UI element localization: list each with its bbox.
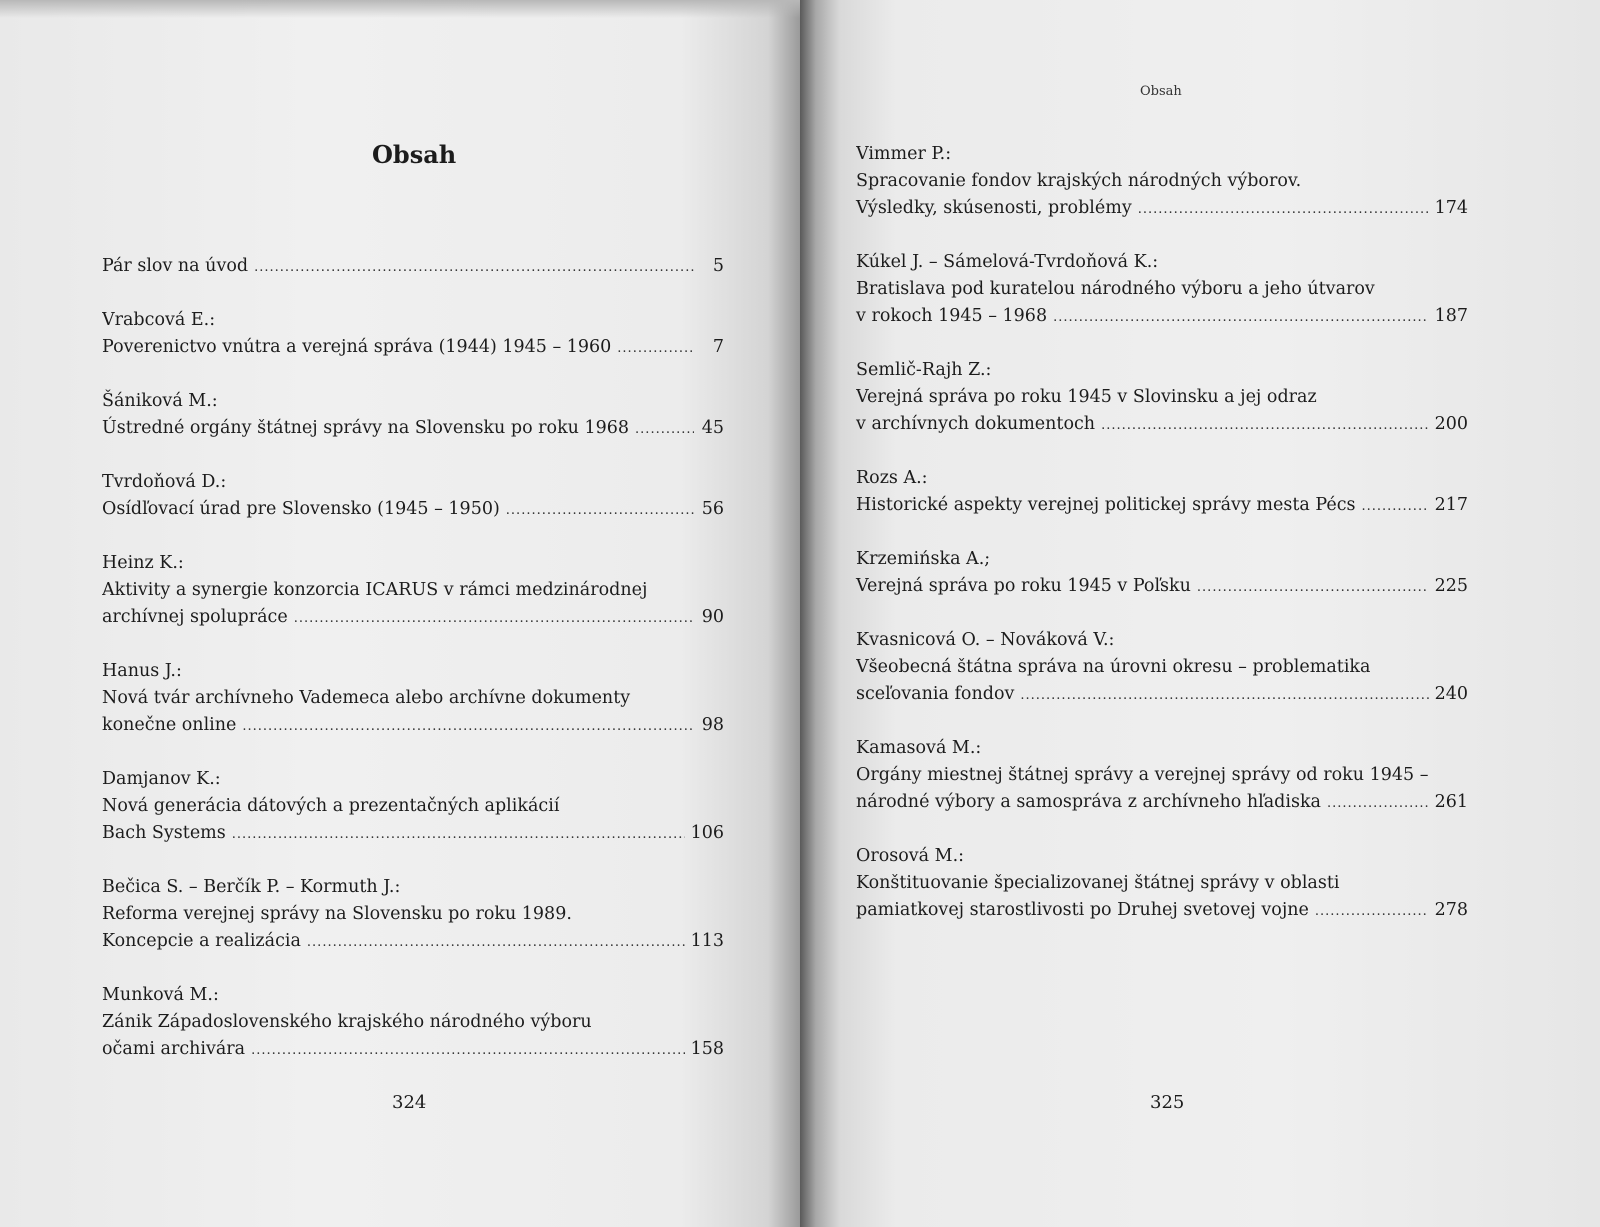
toc-entry [856, 627, 1468, 708]
toc-entry-title-line: Konštituovanie špecializovanej štátnej správy v oblasti [856, 873, 1340, 893]
toc-entry [102, 388, 724, 442]
toc-entry-title-line: Nová generácia dátových a prezentačných aplikácií [102, 796, 560, 816]
toc-entry-page-number: 7 [712, 337, 724, 357]
toc-entry-title-line: Reforma verejnej správy na Slovensku po roku 1989. [102, 904, 572, 924]
toc-entry-page-number: 200 [1434, 414, 1468, 434]
toc-entry-page-number: 261 [1434, 792, 1468, 812]
toc-entry-page-number: 98 [701, 715, 724, 735]
dot-leader [1361, 493, 1428, 520]
dot-leader [1020, 682, 1428, 709]
toc-entry-leader-line [102, 496, 724, 523]
toc-entry-page-number: 106 [690, 823, 724, 843]
toc-entry-author: Rozs A.: [856, 468, 928, 488]
toc-entry-page-number: 174 [1434, 198, 1468, 218]
toc-entry-title-line: Osídľovací úrad pre Slovensko (1945 – 1950) [102, 499, 500, 519]
running-head: Obsah [1140, 84, 1182, 99]
toc-entry-title-line: Koncepcie a realizácia [102, 931, 301, 951]
toc-entry [856, 843, 1468, 924]
toc-entry-title-line: Všeobecná štátna správa na úrovni okresu – problematika [856, 657, 1371, 677]
toc-entry-title-line: Poverenictvo vnútra a verejná správa (1944) 1945 – 1960 [102, 337, 612, 357]
toc-entry [856, 141, 1468, 222]
dot-leader [1101, 412, 1429, 439]
page-number-right: 325 [1150, 1092, 1185, 1113]
page-number-left: 324 [392, 1092, 427, 1113]
toc-entry [102, 469, 724, 523]
toc-entry-title-line: Aktivity a synergie konzorcia ICARUS v rámci medzinárodnej [102, 580, 648, 600]
toc-entry-title-line: očami archivára [102, 1039, 246, 1059]
dot-leader [1053, 304, 1429, 331]
toc-entry-leader-line [856, 303, 1468, 330]
toc-entry-leader-line [102, 712, 724, 739]
toc-entry-author: Kúkel J. – Sámelová-Tvrdoňová K.: [856, 252, 1159, 272]
toc-entry-title-line: pamiatkovej starostlivosti po Druhej svetovej vojne [856, 900, 1309, 920]
toc-entry-leader-line [102, 604, 724, 631]
toc-entry [102, 766, 724, 847]
toc-entry-author: Kamasová M.: [856, 738, 982, 758]
toc-entry [102, 550, 724, 631]
toc-entry-title-line: Ústredné orgány štátnej správy na Slovensku po roku 1968 [102, 418, 630, 438]
toc-entry-author: Heinz K.: [102, 553, 184, 573]
dot-leader [1138, 196, 1429, 223]
toc-entry-title-line: Orgány miestnej štátnej správy a verejnej správy od roku 1945 – [856, 765, 1429, 785]
toc-entry-author: Bečica S. – Berčík P. – Kormuth J.: [102, 877, 401, 897]
toc-entry [856, 546, 1468, 600]
dot-leader [251, 1037, 684, 1064]
page-title: Obsah [372, 140, 457, 169]
toc-entry-leader-line [102, 253, 724, 280]
dot-leader [617, 335, 694, 362]
toc-entry-title-line: archívnej spolupráce [102, 607, 288, 627]
toc-entry-page-number: 240 [1434, 684, 1468, 704]
toc-entry-page-number: 90 [701, 607, 724, 627]
toc-entry-author: Damjanov K.: [102, 769, 221, 789]
dot-leader [294, 605, 694, 632]
toc-entry-leader-line [856, 681, 1468, 708]
toc-entry-title-line: Zánik Západoslovenského krajského národného výboru [102, 1012, 592, 1032]
toc-entry-author: Orosová M.: [856, 846, 965, 866]
page-top-shadow [0, 0, 800, 18]
right-page [800, 0, 1600, 1227]
dot-leader [1197, 574, 1429, 601]
toc-entry-title-line: v archívnych dokumentoch [856, 414, 1096, 434]
toc-entry-page-number: 56 [701, 499, 724, 519]
toc-entry-leader-line [102, 1036, 724, 1063]
toc-entry-title-line: konečne online [102, 715, 237, 735]
toc-entry-title-line: Verejná správa po roku 1945 v Poľsku [856, 576, 1191, 596]
toc-entry-leader-line [102, 415, 724, 442]
toc-entry-leader-line [856, 195, 1468, 222]
dot-leader [242, 713, 694, 740]
toc-entry [102, 658, 724, 739]
dot-leader [232, 821, 685, 848]
toc-entry-leader-line [102, 334, 724, 361]
dot-leader [1327, 790, 1429, 817]
toc-entry [856, 735, 1468, 816]
dot-leader [307, 929, 685, 956]
toc-entry-author: Vrabcová E.: [102, 310, 216, 330]
toc-list-left [102, 253, 724, 1090]
toc-entry-author: Munková M.: [102, 985, 219, 1005]
toc-entry-leader-line [102, 820, 724, 847]
toc-entry-page-number: 187 [1434, 306, 1468, 326]
toc-entry [856, 249, 1468, 330]
toc-entry [102, 307, 724, 361]
toc-entry-title-line: národné výbory a samospráva z archívneho hľadiska [856, 792, 1321, 812]
toc-entry [856, 357, 1468, 438]
toc-entry-author: Tvrdoňová D.: [102, 472, 227, 492]
toc-entry-author: Krzemińska A.; [856, 549, 991, 569]
toc-entry-page-number: 217 [1434, 495, 1468, 515]
toc-entry-title-line: Bratislava pod kuratelou národného výboru a jeho útvarov [856, 279, 1375, 299]
toc-entry-page-number: 225 [1434, 576, 1468, 596]
toc-entry-page-number: 45 [701, 418, 724, 438]
toc-entry [102, 982, 724, 1063]
toc-entry-author: Hanus J.: [102, 661, 182, 681]
toc-entry-leader-line [856, 573, 1468, 600]
toc-entry-title-line: Nová tvár archívneho Vademeca alebo archívne dokumenty [102, 688, 631, 708]
dot-leader [1315, 898, 1429, 925]
toc-entry [856, 465, 1468, 519]
toc-entry-author: Kvasnicová O. – Nováková V.: [856, 630, 1115, 650]
toc-entry-leader-line [856, 789, 1468, 816]
toc-entry-leader-line [856, 492, 1468, 519]
toc-entry [102, 253, 724, 280]
toc-entry-title-line: Pár slov na úvod [102, 256, 249, 276]
dot-leader [635, 416, 694, 443]
toc-entry-page-number: 278 [1434, 900, 1468, 920]
toc-entry-leader-line [856, 411, 1468, 438]
toc-entry-author: Vimmer P.: [856, 144, 952, 164]
toc-entry-leader-line [102, 928, 724, 955]
toc-entry-title-line: sceľovania fondov [856, 684, 1015, 704]
toc-entry-page-number: 5 [712, 256, 724, 276]
toc-entry-leader-line [856, 897, 1468, 924]
toc-entry-page-number: 113 [690, 931, 724, 951]
toc-entry-title-line: Bach Systems [102, 823, 226, 843]
dot-leader [254, 254, 694, 281]
toc-entry-title-line: Spracovanie fondov krajských národných výborov. [856, 171, 1302, 191]
toc-entry-author: Šániková M.: [102, 391, 218, 411]
toc-list-right [856, 141, 1468, 951]
toc-entry-title-line: v rokoch 1945 – 1968 [856, 306, 1048, 326]
toc-entry-title-line: Historické aspekty verejnej politickej správy mesta Pécs [856, 495, 1356, 515]
toc-entry [102, 874, 724, 955]
toc-entry-page-number: 158 [690, 1039, 724, 1059]
dot-leader [506, 497, 694, 524]
toc-entry-title-line: Výsledky, skúsenosti, problémy [856, 198, 1132, 218]
toc-entry-title-line: Verejná správa po roku 1945 v Slovinsku a jej odraz [856, 387, 1317, 407]
toc-entry-author: Semlič-Rajh Z.: [856, 360, 992, 380]
